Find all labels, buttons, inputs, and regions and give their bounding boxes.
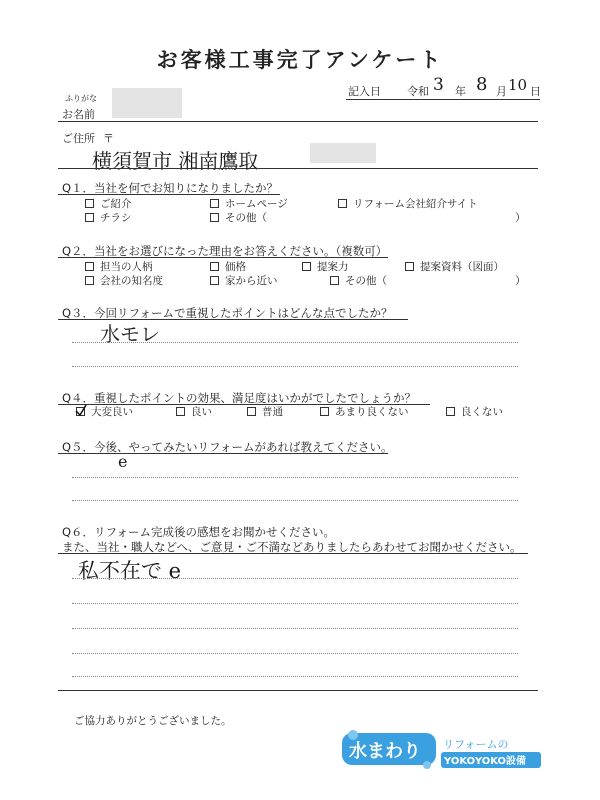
address-underline — [58, 168, 538, 169]
checkbox[interactable] — [210, 199, 219, 208]
logo-main-text: 水まわり — [349, 741, 421, 762]
q2-option-proposal-docs[interactable]: 提案資料（図面） — [405, 259, 504, 274]
checkbox[interactable] — [210, 276, 219, 285]
q1-option-referral-site[interactable]: リフォーム会社紹介サイト — [338, 196, 478, 211]
logo-sub-bottom: YOKOYOKO設備 — [444, 756, 527, 767]
q4-option-bad[interactable]: 良くない — [446, 404, 503, 419]
checkbox[interactable] — [247, 407, 256, 416]
checkbox[interactable] — [176, 407, 185, 416]
q2-option-proposal[interactable]: 提案力 — [302, 259, 349, 274]
checkbox[interactable] — [338, 199, 347, 208]
entry-date-day-unit: 日 — [530, 85, 541, 98]
q6-question-line2: また、当社・職人などへ、ご意見・ご不満などありましたらあわせてお聞かせください。 — [62, 540, 522, 554]
q4-option-good[interactable]: 良い — [176, 404, 212, 419]
q5-answer-line — [72, 477, 518, 478]
entry-date-month-unit: 月 — [496, 85, 507, 98]
checkbox[interactable] — [85, 276, 94, 285]
q5-underline — [58, 453, 388, 454]
q2-option-near-home[interactable]: 家から近い — [210, 273, 278, 288]
checkbox[interactable] — [85, 213, 94, 222]
logo-graphic — [341, 727, 543, 775]
address-label: ご住所 — [62, 132, 95, 145]
q1-underline — [58, 194, 280, 195]
entry-date-underline — [346, 99, 540, 100]
logo-sub-top: リフォームの — [443, 738, 509, 751]
q4-option-not-good[interactable]: あまり良くない — [320, 404, 409, 419]
q3-question: Q３．今回リフォームで重視したポイントはどんな点でしたか？ — [62, 306, 393, 320]
name-underline — [58, 121, 538, 122]
checkbox[interactable] — [85, 262, 94, 271]
survey-title: お客様工事完了アンケート — [156, 48, 444, 72]
q1-question: Q１．当社を何でお知りになりましたか？ — [62, 181, 279, 195]
q4-option-very-good[interactable]: 大変良い — [76, 404, 133, 419]
q3-answer-line — [72, 366, 518, 367]
checkbox[interactable] — [320, 407, 329, 416]
bottom-divider — [58, 690, 538, 691]
entry-date-era: 令和 — [407, 85, 429, 98]
checkbox[interactable] — [446, 407, 455, 416]
q4-option-average[interactable]: 普通 — [247, 404, 283, 419]
checkbox[interactable] — [210, 262, 219, 271]
postal-mark: 〒 — [103, 132, 114, 145]
check-mark-icon — [75, 404, 87, 416]
q6-answer-line — [72, 628, 518, 629]
q5-question: Q５．今後、やってみたいリフォームがあれば教えてください。 — [62, 440, 393, 454]
q5-answer-line — [72, 500, 518, 501]
q1-option-homepage[interactable]: ホームページ — [210, 196, 288, 211]
q2-underline — [58, 257, 388, 258]
checkbox-checked[interactable] — [76, 407, 85, 416]
redacted-name — [112, 88, 182, 118]
q1-option-flyer[interactable]: チラシ — [85, 210, 132, 225]
company-logo — [341, 727, 543, 775]
q6-underline — [58, 553, 528, 554]
entry-date-year: 3 — [433, 75, 444, 95]
q2-option-personality[interactable]: 担当の人柄 — [85, 259, 153, 274]
q2-question: Q２．当社をお選びになった理由をお答えください。（複数可） — [62, 244, 388, 258]
q2-option-reputation[interactable]: 会社の知名度 — [85, 273, 163, 288]
q5-answer: e — [118, 452, 128, 471]
q2-option-other[interactable]: その他（ — [330, 273, 387, 288]
entry-date-year-unit: 年 — [455, 85, 466, 98]
q2-close-paren: ） — [515, 274, 526, 287]
q1-option-other[interactable]: その他（ — [210, 210, 267, 225]
checkbox[interactable] — [330, 276, 339, 285]
q6-answer-line — [72, 603, 518, 604]
q1-option-referral[interactable]: ご紹介 — [85, 196, 132, 211]
entry-date-day: 10 — [508, 76, 528, 94]
q3-answer: 水モレ — [100, 322, 160, 346]
redacted-address — [310, 143, 376, 163]
entry-date-month: 8 — [476, 74, 488, 95]
q3-answer-line — [72, 342, 518, 343]
q6-question: Q６．リフォーム完成後の感想をお聞かせください。 — [62, 525, 335, 539]
q6-answer: 私不在で e — [78, 559, 182, 583]
entry-date-label: 記入日 — [348, 85, 381, 98]
footer-thanks: ご協力ありがとうございました。 — [74, 715, 232, 727]
q1-close-paren: ） — [515, 211, 526, 224]
q6-answer-line — [72, 653, 518, 654]
checkbox[interactable] — [302, 262, 311, 271]
q6-answer-line — [72, 578, 518, 579]
furigana-label: ふりがな — [65, 94, 97, 103]
q4-question: Q４．重視したポイントの効果、満足度はいかがでしたでしょうか？ — [62, 391, 417, 405]
checkbox[interactable] — [405, 262, 414, 271]
checkbox[interactable] — [85, 199, 94, 208]
checkbox[interactable] — [210, 213, 219, 222]
q6-answer-line — [72, 676, 518, 677]
q2-option-price[interactable]: 価格 — [210, 259, 246, 274]
address-handwritten: 横須賀市 湘南鷹取 — [92, 149, 259, 173]
name-label: お名前 — [62, 108, 95, 121]
